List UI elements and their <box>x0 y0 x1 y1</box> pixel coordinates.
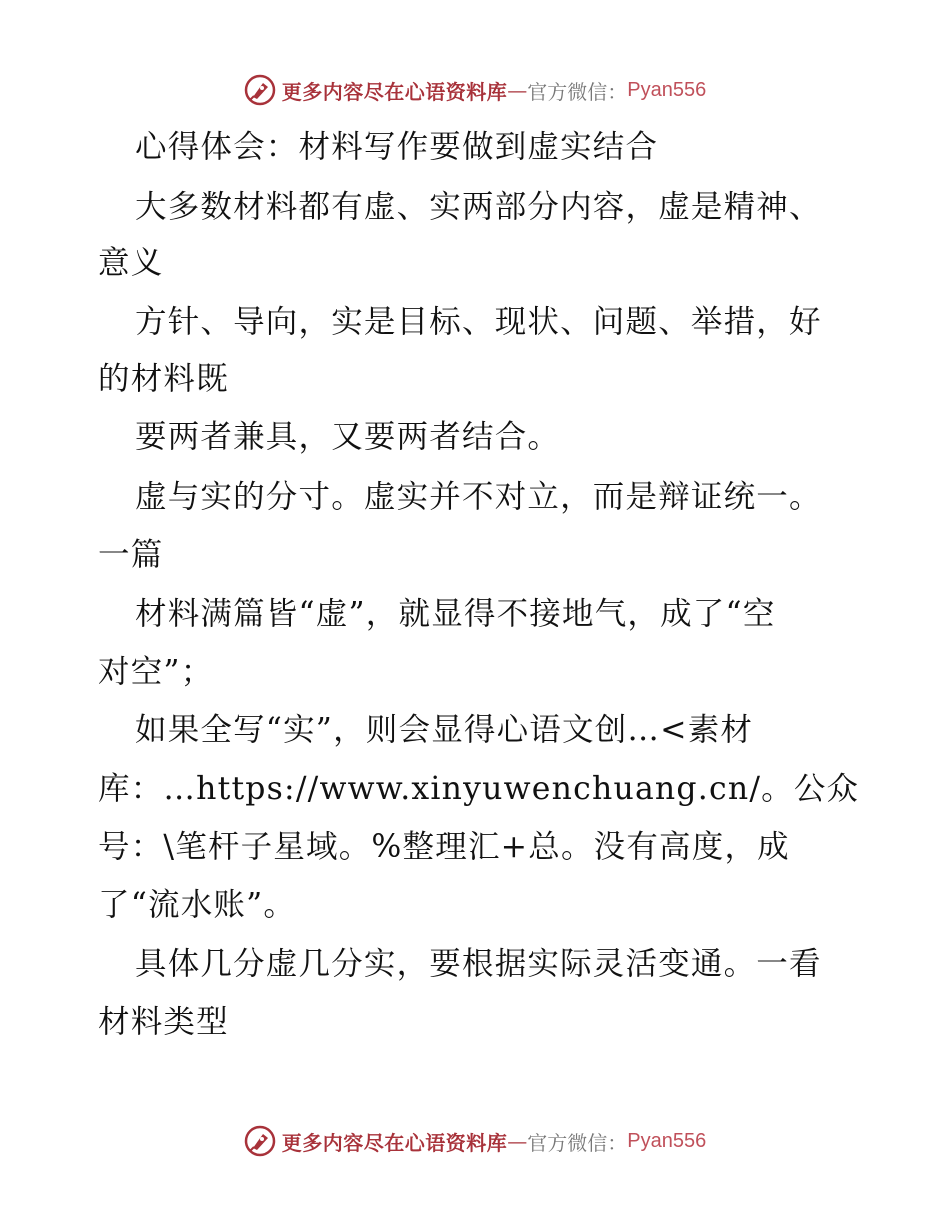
footer-watermark <box>0 1124 950 1158</box>
text-line: 方针、导向，实是目标、现状、问题、举措，好 <box>135 304 822 340</box>
watermark-wechat-label: 官方微信： <box>527 79 628 104</box>
watermark-dash: — <box>507 1129 528 1153</box>
document-title: 心得体会：材料写作要做到虚实结合 <box>135 129 659 165</box>
text-line: 的材料既 <box>98 361 229 397</box>
text-line: 意义 <box>98 245 164 281</box>
text-line: 要两者兼具，又要两者结合。 <box>135 419 561 455</box>
text-line: 对空”； <box>98 654 214 690</box>
text-line: 号：\笔杆子星域。%整理汇+总。没有高度，成 <box>98 829 790 865</box>
text-line: 了“流水账”。 <box>98 887 297 923</box>
watermark-dash: — <box>507 78 528 102</box>
text-line: 材料类型 <box>98 1004 229 1040</box>
watermark-wechat-label: 官方微信： <box>527 1130 628 1155</box>
text-line: 虚与实的分寸。虚实并不对立，而是辩证统一。 <box>135 479 822 515</box>
header-watermark <box>0 73 950 107</box>
pen-nib-logo-icon <box>244 74 276 106</box>
text-line: 具体几分虚几分实，要根据实际灵活变通。一看 <box>135 946 822 982</box>
text-line: 如果全写“实”，则会显得心语文创…<素材 <box>135 712 754 748</box>
pen-nib-logo-icon <box>244 1125 276 1157</box>
text-line: 大多数材料都有虚、实两部分内容，虚是精神、 <box>135 189 822 225</box>
text-line: 库：…https://www.xinyuwenchuang.cn/。公众 <box>98 771 860 807</box>
watermark-wechat-id: Pyan556 <box>627 78 707 101</box>
watermark-brand: 更多内容尽在心语资料库 <box>281 79 508 104</box>
text-line: 一篇 <box>98 537 164 573</box>
watermark-brand: 更多内容尽在心语资料库 <box>281 1130 508 1155</box>
text-line: 材料满篇皆“虚”，就显得不接地气，成了“空 <box>135 596 776 632</box>
watermark-wechat-id: Pyan556 <box>627 1129 707 1152</box>
